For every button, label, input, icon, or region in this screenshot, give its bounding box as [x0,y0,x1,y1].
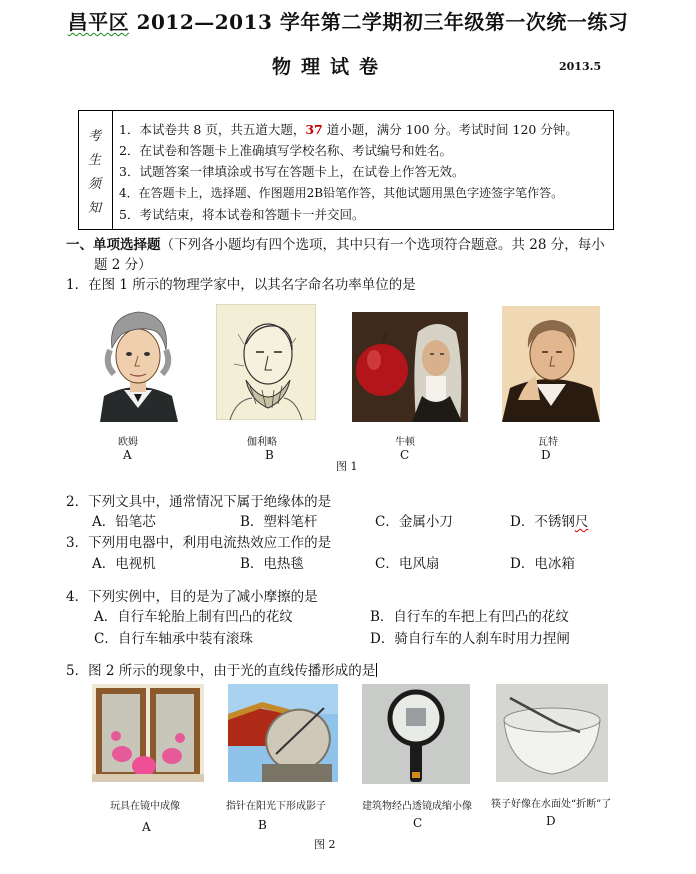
candidate-notice-box [78,110,614,230]
photo-chopstick-bowl [496,684,608,782]
portrait-galileo [216,304,316,420]
notice-lines [119,119,578,225]
q2-option-c: C．金属小刀 [375,514,453,530]
portrait-watt [496,304,606,422]
notice-line-4: 4．在答题卡上，选择题、作图题用2B铅笔作答，其他试题用黑色字迹签字笔作答。 [119,185,564,200]
option-letter-b: B [258,818,267,832]
question-4: 4．下列实例中，目的是为了减小摩擦的是 [66,589,318,605]
question-3: 3．下列用电器中，利用电流热效应工作的是 [66,535,332,551]
option-letter-d: D [546,814,556,828]
option-letter-d: D [541,448,551,462]
option-letter-a: A [123,448,132,462]
section-heading: 一、单项选择题（下列各小题均有四个选项，其中只有一个选项符合题意。共 28 分，每小 [66,237,605,253]
paper-subtitle: 物理试卷 [272,56,389,78]
caption-b: 伽利略 [247,437,277,448]
caption-a: 玩具在镜中成像 [110,801,180,812]
notice-line-1: 1．本试卷共 8 页，共五道大题，37 道小题，满分 100 分。考试时间 120 分钟。 [119,122,578,137]
caption-c: 建筑物经凸透镜成缩小像 [362,801,472,812]
question-count: 37 [305,122,323,137]
q3-option-a: A．电视机 [92,556,156,572]
caption-c: 牛顿 [395,437,415,448]
photo-sundial [228,684,338,782]
caption-b: 指针在阳光下形成影子 [226,801,326,812]
notice-label-char: 生 [88,153,102,168]
option-letter-c: C [413,816,423,830]
question-1: 1．在图 1 所示的物理学家中，以其名字命名功率单位的是 [66,277,416,293]
q2-option-b: B．塑料笔杆 [240,514,318,530]
notice-label-char: 知 [88,201,102,216]
caption-a: 欧姆 [118,437,138,448]
photo-mirror-toys [92,684,204,782]
notice-line-5: 5．考试结束，将本试卷和答题卡一并交回。 [119,206,365,222]
question-5: 5．图 2 所示的现象中，由于光的直线传播形成的是 [66,663,376,679]
notice-line-3: 3．试题答案一律填涂或书写在答题卡上，在试卷上作答无效。 [119,164,465,180]
notice-line-2: 2．在试卷和答题卡上准确填写学校名称、考试编号和姓名。 [119,143,452,159]
figure-2-label: 图 2 [314,838,336,851]
notice-label [79,111,113,229]
photo-convex-lens [362,684,470,784]
text-cursor [376,663,377,677]
q4-option-a: A．自行车轮胎上制有凹凸的花纹 [94,609,293,625]
exam-date: 2013.5 [559,60,602,73]
section-desc-cont: 题 2 分） [94,257,152,273]
q3-option-d: D．电冰箱 [510,556,575,572]
q2-option-d: D．不锈钢尺 [510,514,589,530]
caption-d: 筷子好像在水面处“折断”了 [491,799,612,810]
notice-label-char: 考 [88,129,102,144]
question-2: 2．下列文具中，通常情况下属于绝缘体的是 [66,494,332,510]
option-letter-a: A [142,820,151,834]
q4-option-c: C．自行车轴承中装有滚珠 [94,631,253,647]
q2-option-a: A．铅笔芯 [92,514,156,530]
title-rest: 2012—2013 学年第二学期初三年级第一次统一练习 [129,10,629,34]
notice-label-char: 须 [88,177,102,192]
title-district: 昌平区 [67,10,130,34]
page-title [0,6,696,35]
q4-option-d: D．骑自行车的人刹车时用力捏闸 [370,631,570,647]
option-letter-c: C [400,448,410,462]
portrait-newton [352,312,468,422]
q3-option-c: C．电风扇 [375,556,440,572]
q3-option-b: B．电热毯 [240,556,304,572]
option-letter-b: B [265,448,274,462]
figure-1-label: 图 1 [336,460,358,473]
q4-option-b: B．自行车的车把上有凹凸的花纹 [370,609,569,625]
portrait-ohm [92,304,184,422]
caption-d: 瓦特 [538,437,558,448]
